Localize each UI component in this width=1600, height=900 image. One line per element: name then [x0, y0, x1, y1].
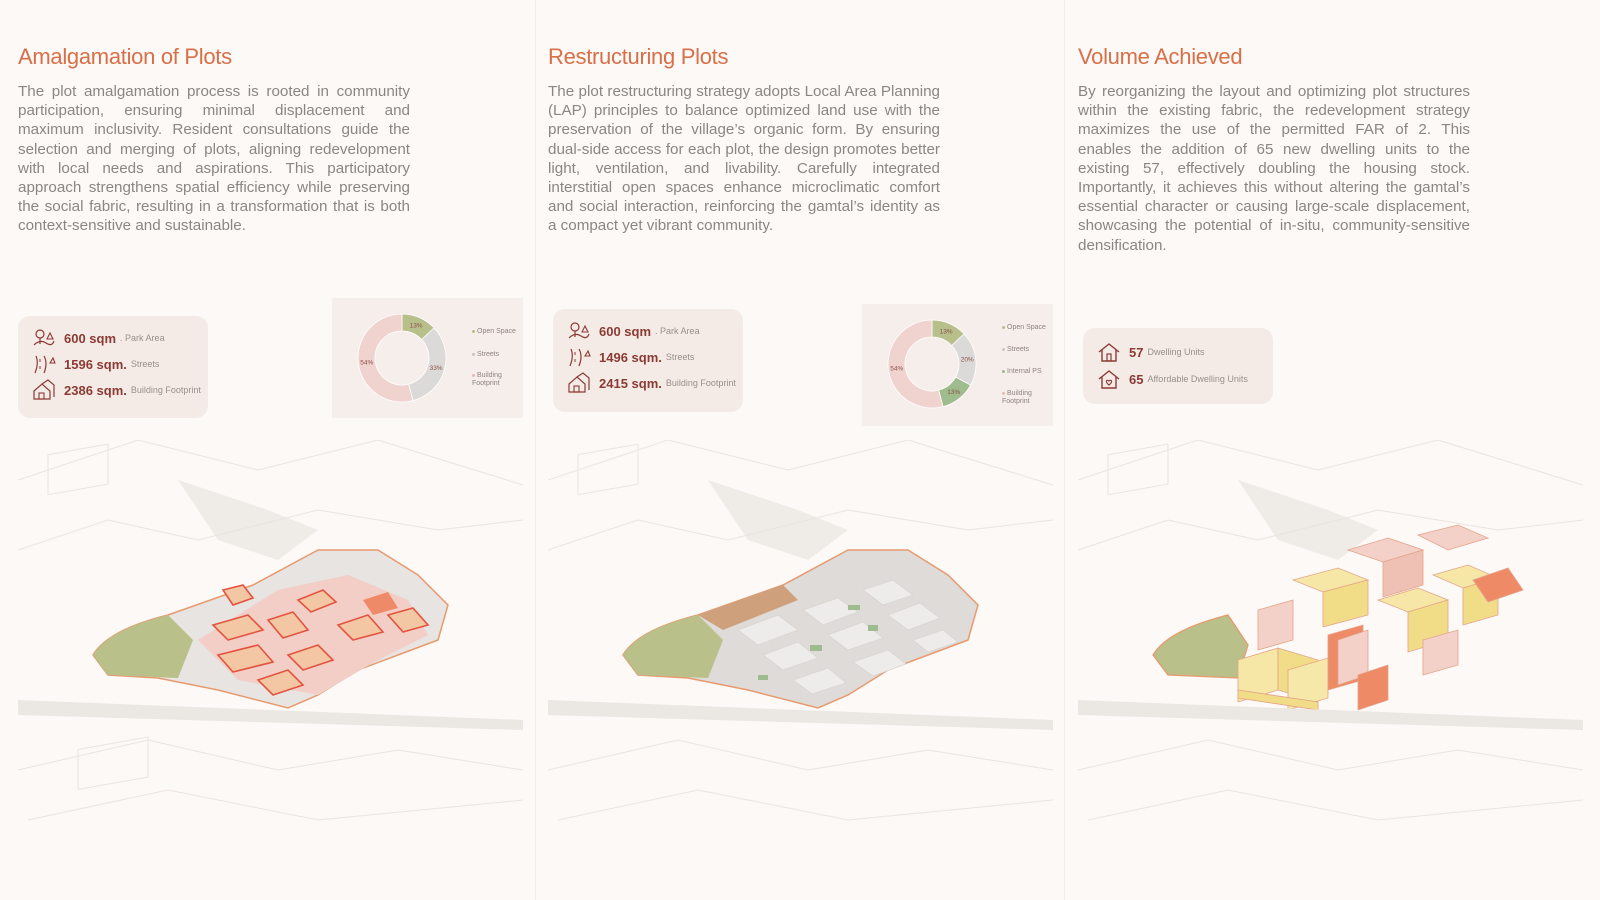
stat-streets — [32, 353, 159, 375]
donut-slice-label: 13% — [947, 389, 961, 397]
axonometric-drawing-amalgamation — [18, 440, 523, 870]
legend-building-footprint: Building Footprint — [472, 372, 502, 387]
donut-slice-label: 20% — [960, 356, 974, 364]
stat-affordable-dwelling-units — [1097, 368, 1248, 390]
legend-building-footprint: Building Footprint — [1002, 390, 1032, 405]
building-icon — [32, 379, 56, 401]
streets-icon — [32, 353, 56, 375]
stat-value: 2386 sqm. — [64, 382, 127, 398]
stat-dwelling-units — [1097, 341, 1205, 363]
panel-amalgamation — [18, 0, 523, 900]
column-divider — [1064, 0, 1065, 900]
legend-open-space: Open Space — [1002, 324, 1046, 332]
stat-park-area — [32, 327, 165, 349]
stat-streets — [567, 346, 694, 368]
stat-label: Building Footprint — [665, 378, 736, 388]
panel-description: The plot amalgamation process is rooted in community participation, ensuring minimal displacement and maximum inclusivity. Resident consultations guide the selection and merging of plots, aligning redevelopment with local needs and aspirations. This participatory approach strengthens spatial efficiency while preserving the social fabric, resulting in a transformation that is both context-sensitive and sustainable. — [18, 83, 410, 235]
panel-description: By reorganizing the layout and optimizing plot structures within the existing fabric, the redevelopment strategy maximizes the use of the permitted FAR of 2. This enables the addition of 65 new dwelling units to the existing 57, effectively doubling the housing stock. Importantly, it achieves this without altering the gamtal’s essential character or causing large-scale displacement, showcasing the potential of in-situ, community-sensitive densification. — [1078, 83, 1470, 254]
stat-value: 65 — [1129, 371, 1144, 387]
stats-card — [1083, 328, 1273, 404]
house-icon — [1097, 341, 1121, 363]
column-divider — [535, 0, 536, 900]
legend-internal-ps: Internal PS — [1002, 368, 1042, 376]
stat-label: Affordable Dwelling Units — [1147, 374, 1248, 384]
stat-label: . Park Area — [655, 326, 700, 336]
legend-streets: Streets — [472, 351, 499, 359]
panel-title: Amalgamation of Plots — [18, 44, 232, 69]
donut-slice-label: 54% — [360, 359, 374, 367]
stat-label: . Park Area — [120, 333, 165, 343]
stat-label: Building Footprint — [130, 385, 201, 395]
streets-icon — [567, 346, 591, 368]
stat-value: 57 — [1129, 344, 1144, 360]
donut-slice-label: 13% — [939, 328, 953, 336]
stat-building-footprint — [567, 372, 736, 394]
donut-chart-panel — [862, 304, 1053, 426]
panel-title: Restructuring Plots — [548, 44, 729, 69]
donut-chart — [874, 304, 994, 424]
legend-open-space: Open Space — [472, 328, 516, 336]
stat-label: Streets — [130, 359, 160, 369]
park-icon — [567, 320, 591, 342]
stats-card — [553, 309, 743, 412]
donut-chart-panel — [332, 298, 523, 418]
park-icon — [32, 327, 56, 349]
stat-building-footprint — [32, 379, 201, 401]
donut-slice-label: 54% — [890, 365, 904, 373]
legend-streets: Streets — [1002, 346, 1029, 354]
donut-chart — [344, 298, 464, 418]
stat-label: Streets — [665, 352, 695, 362]
stat-value: 600 sqm — [64, 330, 117, 346]
house-heart-icon — [1097, 368, 1121, 390]
panel-volume — [1078, 0, 1583, 900]
stat-value: 1596 sqm. — [64, 356, 127, 372]
stat-value: 1496 sqm. — [599, 349, 662, 365]
stat-park-area — [567, 320, 700, 342]
stat-label: Dwelling Units — [1147, 347, 1205, 357]
panel-restructuring — [548, 0, 1053, 900]
panel-title: Volume Achieved — [1078, 44, 1243, 69]
axonometric-drawing-volume — [1078, 440, 1583, 870]
stat-value: 2415 sqm. — [599, 375, 662, 391]
building-icon — [567, 372, 591, 394]
stats-card — [18, 316, 208, 418]
panel-description: The plot restructuring strategy adopts Local Area Planning (LAP) principles to balance optimized land use with the preservation of the village’s organic form. By ensuring dual-side access for each plot, the design promotes better light, ventilation, and livability. Carefully integrated interstitial open spaces enhance microclimatic comfort and social interaction, reinforcing the gamtal’s identity as a compact yet vibrant community. — [548, 83, 940, 235]
stat-value: 600 sqm — [599, 323, 652, 339]
donut-slice-label: 33% — [429, 364, 443, 372]
donut-slice-label: 13% — [409, 322, 423, 330]
axonometric-drawing-restructuring — [548, 440, 1053, 870]
